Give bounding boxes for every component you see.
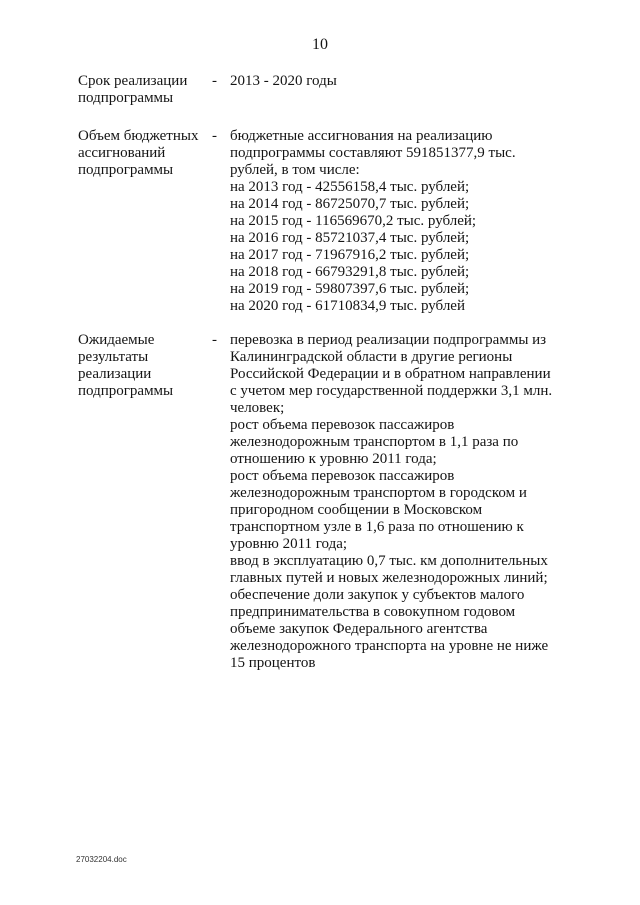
row-label-term [78, 73, 208, 107]
value-line: 2013 - 2020 годы [230, 73, 337, 89]
value-line: ввод в эксплуатацию 0,7 тыс. км дополнительных [230, 553, 548, 569]
value-line: уровню 2011 года; [230, 536, 348, 552]
label-line: Ожидаемые [78, 332, 155, 348]
label-line: Срок реализации [78, 73, 188, 89]
value-line: отношению к уровню 2011 года; [230, 451, 437, 467]
row-label-results [78, 332, 208, 400]
value-line: обеспечение доли закупок у субъектов малого [230, 587, 525, 603]
value-line: железнодорожным транспортом в 1,1 раза по [230, 434, 519, 450]
value-line: железнодорожным транспортом в городском и [230, 485, 527, 501]
value-line-year-2020: на 2020 год - 61710834,9 тыс. рублей [230, 298, 465, 314]
value-line-year-2016: на 2016 год - 85721037,4 тыс. рублей; [230, 230, 470, 246]
row-dash: - [212, 73, 217, 89]
value-line-year-2015: на 2015 год - 116569670,2 тыс. рублей; [230, 213, 477, 229]
row-value-budget [230, 128, 575, 315]
value-line-year-2017: на 2017 год - 71967916,2 тыс. рублей; [230, 247, 470, 263]
row-dash: - [212, 128, 217, 144]
value-line-year-2014: на 2014 год - 86725070,7 тыс. рублей; [230, 196, 470, 212]
value-line: рост объема перевозок пассажиров [230, 417, 455, 433]
value-line: 15 процентов [230, 655, 316, 671]
value-line: Калининградской области в другие регионы [230, 349, 513, 365]
value-line: перевозка в период реализации подпрограммы из [230, 332, 547, 348]
value-line: пригородном сообщении в Московском [230, 502, 483, 518]
value-line-year-2013: на 2013 год - 42556158,4 тыс. рублей; [230, 179, 470, 195]
value-line: подпрограммы составляют 591851377,9 тыс. [230, 145, 516, 161]
value-line: рублей, в том числе: [230, 162, 360, 178]
label-line: подпрограммы [78, 383, 174, 399]
label-line: подпрограммы [78, 90, 174, 106]
value-line: предпринимательства в совокупном годовом [230, 604, 516, 620]
footer-file-name: 27032204.doc [76, 855, 127, 864]
value-line: транспортном узле в 1,6 раза по отношению к [230, 519, 524, 535]
value-line: рост объема перевозок пассажиров [230, 468, 455, 484]
label-line: результаты [78, 349, 149, 365]
value-line: человек; [230, 400, 285, 416]
row-value-term [230, 73, 575, 90]
value-line: объеме закупок Федерального агентства [230, 621, 488, 637]
value-line: главных путей и новых железнодорожных линий; [230, 570, 548, 586]
value-line: с учетом мер государственной поддержки 3,1 млн. [230, 383, 553, 399]
value-line: бюджетные ассигнования на реализацию [230, 128, 493, 144]
value-line-year-2019: на 2019 год - 59807397,6 тыс. рублей; [230, 281, 470, 297]
label-line: ассигнований [78, 145, 166, 161]
row-label-budget [78, 128, 208, 179]
label-line: Объем бюджетных [78, 128, 199, 144]
value-line-year-2018: на 2018 год - 66793291,8 тыс. рублей; [230, 264, 470, 280]
page-number: 10 [312, 36, 328, 53]
row-value-results [230, 332, 575, 672]
value-line: железнодорожного транспорта на уровне не ниже [230, 638, 549, 654]
row-dash: - [212, 332, 217, 348]
label-line: реализации [78, 366, 152, 382]
value-line: Российской Федерации и в обратном направлении [230, 366, 551, 382]
label-line: подпрограммы [78, 162, 174, 178]
